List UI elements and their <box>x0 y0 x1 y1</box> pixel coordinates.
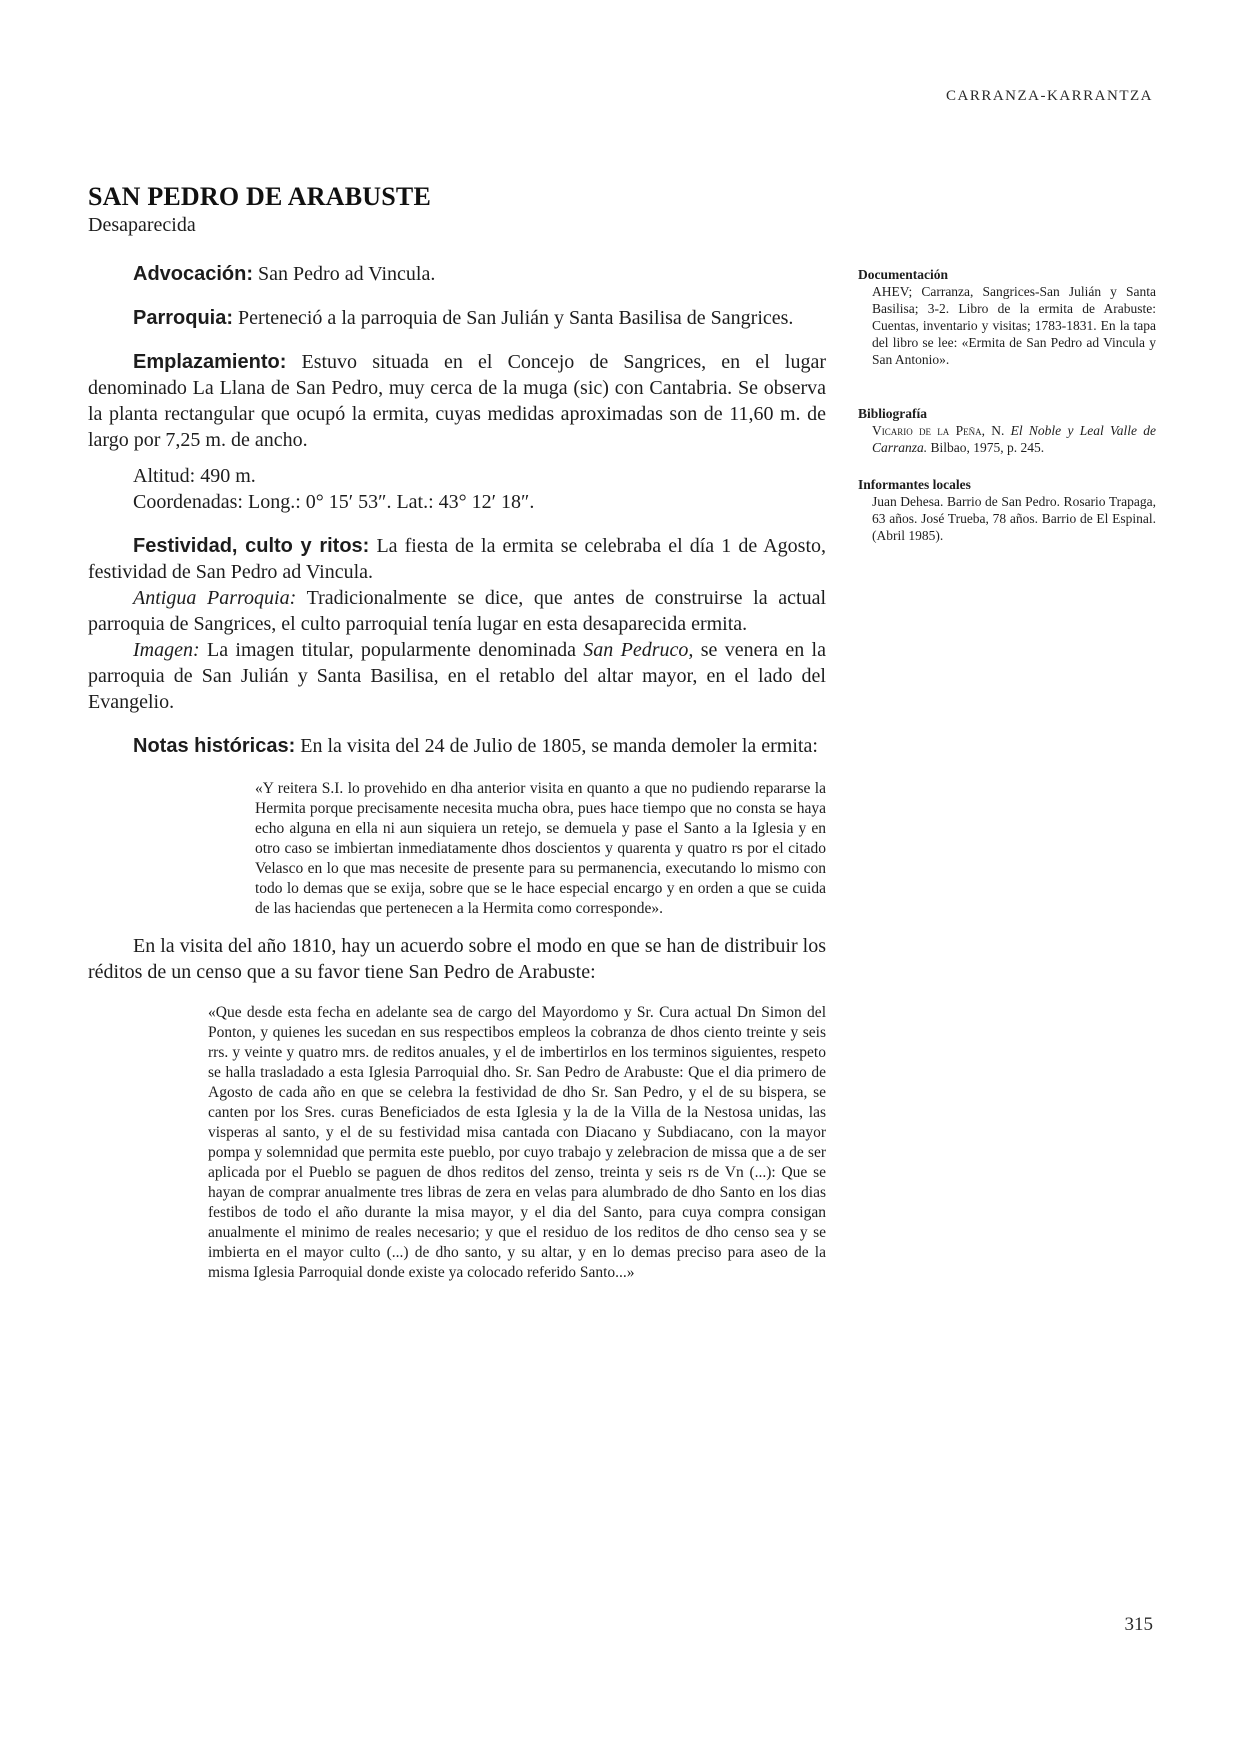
parroquia-text: Perteneció a la parroquia de San Julián y Santa Basilisa de Sangrices. <box>233 307 794 329</box>
imagen-text-before: La imagen titular, popularmente denominada <box>199 639 584 661</box>
antigua-paragraph <box>88 585 826 637</box>
sidebar-doc-text: AHEV; Carranza, Sangrices-San Julián y Santa Basilisa; 3-2. Libro de la ermita de Arabuste: Cuentas, inventario y visitas; 1783-1831. En la tapa del libro se lee: «Ermita de San Pedro ad Vincula y San Antonio». <box>872 284 1156 367</box>
sidebar-bib-author: Vicario de la Peña, N. <box>872 423 1005 438</box>
parroquia-label: Parroquia: <box>133 307 234 329</box>
sidebar-doc-title: Documentación <box>858 267 948 282</box>
emplazamiento-paragraph <box>88 349 826 453</box>
notas-paragraph <box>88 733 826 759</box>
advocacion-label: Advocación: <box>133 263 254 285</box>
sidebar-inf-title: Informantes locales <box>858 477 971 492</box>
sidebar-informantes <box>858 476 1156 544</box>
emplazamiento-text: Estuvo situada en el Concejo de Sangrices, en el lugar denominado La Llana de San Pedro, muy cerca de la muga (sic) con Cantabria. Se observa la planta rectangular que ocupó la ermita, cuyas medidas aproximadas son de 11,60 m. de largo por 7,25 m. de ancho. <box>88 351 826 451</box>
imagen-text-after: se venera en la parroquia de San Julián y Santa Basilisa, en el retablo del altar mayor, en el lado del Evangelio. <box>88 639 826 713</box>
main-column <box>88 182 826 1283</box>
sidebar-inf-text: Juan Dehesa. Barrio de San Pedro. Rosario Trapaga, 63 años. José Trueba, 78 años. Barrio de El Espinal. (Abril 1985). <box>872 494 1156 543</box>
sidebar-bib-text <box>858 422 1156 456</box>
sidebar-bib-work: El Noble y Leal Valle de Carranza. <box>872 423 1156 455</box>
coordenadas: Coordenadas: Long.: 0° 15′ 53″. Lat.: 43° 12′ 18″. <box>133 491 535 513</box>
subtitle: Desaparecida <box>88 214 196 236</box>
running-head: CARRANZA-KARRANTZA <box>946 88 1153 104</box>
altitud: Altitud: 490 m. <box>133 465 256 487</box>
sidebar-bib-rest: Bilbao, 1975, p. 245. <box>927 440 1045 455</box>
page-number: 315 <box>1124 1614 1153 1635</box>
advocacion-text: San Pedro ad Vincula. <box>253 263 436 285</box>
advocacion-paragraph <box>88 261 826 287</box>
festividad-text: La fiesta de la ermita se celebraba el día 1 de Agosto, festividad de San Pedro ad Vincula. <box>88 535 827 583</box>
quote-1805: «Y reitera S.I. lo provehido en dha anterior visita en quanto a que no pudiendo repararse la Hermita porque precisamente necesita mucha obra, pues hace tiempo que no consta se haya echo alguna en ella ni aun siquiera un retejo, se demuela y pase el Santo a la Iglesia y en otro caso se imbiertan inmediatamente dhos doscientos y quarenta y quatro rs por el citado Velasco en lo que mas necesite de presente para su permanencia, executando lo mismo con todo lo demas que se exija, sobre que se le hace especial encargo y en orden a que se cuida de las haciendas que pertenecen a la Hermita como corresponde». <box>255 780 826 917</box>
notas-label: Notas históricas: <box>133 735 296 757</box>
paragraph-1810: En la visita del año 1810, hay un acuerdo sobre el modo en que se han de distribuir los réditos de un censo que a su favor tiene San Pedro de Arabuste: <box>88 935 826 983</box>
page-title: SAN PEDRO DE ARABUSTE <box>88 182 431 211</box>
emplazamiento-label: Emplazamiento: <box>133 351 287 373</box>
imagen-name: San Pedruco, <box>583 639 694 661</box>
sidebar-documentacion <box>858 266 1156 368</box>
festividad-paragraph <box>88 533 826 585</box>
sidebar-bib-title: Bibliografía <box>858 406 928 421</box>
sidebar-bibliografia <box>858 405 1156 456</box>
imagen-paragraph <box>88 637 826 715</box>
notas-text: En la visita del 24 de Julio de 1805, se manda demoler la ermita: <box>295 735 818 757</box>
festividad-label: Festividad, culto y ritos: <box>133 535 370 557</box>
imagen-label: Imagen: <box>133 639 200 661</box>
antigua-text: Tradicionalmente se dice, que antes de construirse la actual parroquia de Sangrices, el culto parroquial tenía lugar en esta desaparecida ermita. <box>88 587 827 635</box>
quote-1810: «Que desde esta fecha en adelante sea de cargo del Mayordomo y Sr. Cura actual Dn Simon del Ponton, y quienes les sucedan en sus respectibos empleos la cobranza de dhos ciento treinte y seis rrs. y veinte y quatro mrs. de reditos anuales, y el de imbertirlos en los terminos siguientes, respeto se halla trasladado a esta Iglesia Parroquial dho. Sr. San Pedro de Arabuste: Que el dia primero de Agosto de cada año en que se celebra la festividad de dho Sr. San Pedro, y el de su bispera, se canten por los Sres. curas Beneficiados de esta Iglesia y la de la Villa de la Nestosa unidas, las visperas al santo, y el de su festividad misa cantada con Diacano y Subdiacano, con la mayor pompa y solemnidad que permita este pueblo, por cuyo trabajo y zelebracion de missa que a de ser aplicada por el Pueblo se paguen de dhos reditos del zenso, treinta y seis rs de Vn (...): Que se hayan de comprar anualmente tres libras de zera en velas para alumbrado de dho Santo en los dias festibos de todo el año durante la misa mayor, y el dia del Santo, para cuya compra consigan anualmente el minimo de reales necesario; y que el residuo de los reditos de dho censo sea y se imbierta en el mayor culto (...) de dho santo, y su altar, y en lo demas preciso para aseo de la misma Iglesia Parroquial donde existe ya colocado referido Santo...» <box>208 1004 826 1281</box>
parroquia-paragraph <box>88 305 826 331</box>
antigua-label: Antigua Parroquia: <box>133 587 297 609</box>
